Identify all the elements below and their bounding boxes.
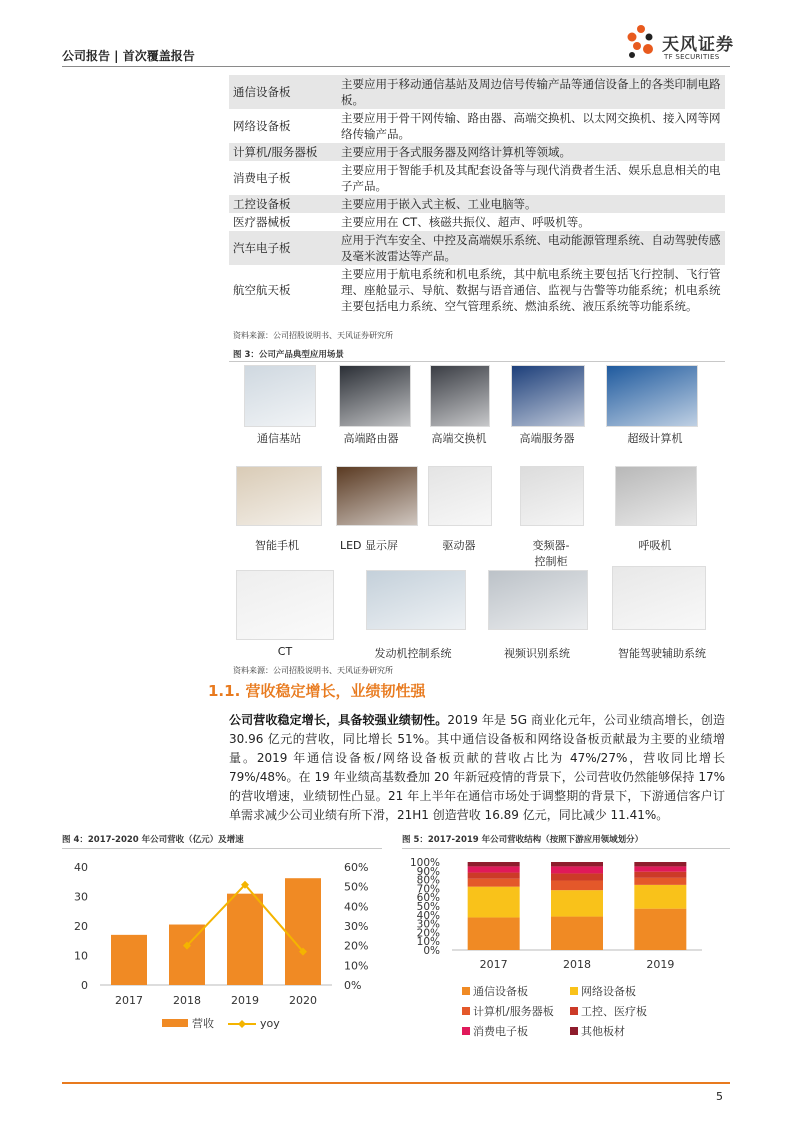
structure-bar-segment xyxy=(551,917,603,950)
section-heading: 1.1. 营收稳定增长，业绩韧性强 xyxy=(208,682,426,700)
photo-caption: 呼吸机 xyxy=(638,539,672,552)
y-left-tick-label: 0 xyxy=(81,979,88,992)
table-cell-description: 主要应用于各式服务器及网络计算机等领域。 xyxy=(337,143,725,161)
structure-bar-segment xyxy=(634,878,686,885)
table-row xyxy=(229,195,725,213)
legend-label: 计算机/服务器板 xyxy=(473,1005,554,1018)
photo-caption: 发动机控制系统 xyxy=(374,647,452,660)
y-tick-label: 10% xyxy=(416,936,440,949)
table-row xyxy=(229,109,725,143)
y-left-tick-label: 20 xyxy=(74,920,88,933)
revenue-chart xyxy=(62,852,382,1047)
y-tick-label: 100% xyxy=(409,857,440,869)
y-tick-label: 80% xyxy=(416,874,440,887)
photo-caption: 变频器- 控制柜 xyxy=(532,539,570,568)
figure4-rule xyxy=(62,848,382,849)
table-row xyxy=(229,213,725,231)
table-cell-description: 主要应用于移动通信基站及周边信号传输产品等通信设备上的各类印制电路板。 xyxy=(337,75,725,109)
photo-caption: 通信基站 xyxy=(257,432,301,445)
revenue-bar xyxy=(111,935,147,985)
brand-name: 天风证券 xyxy=(662,35,734,55)
structure-bar-segment xyxy=(551,873,603,880)
x-tick-label: 2018 xyxy=(173,994,201,1007)
product-photo xyxy=(615,466,697,526)
product-photo xyxy=(428,466,492,526)
legend-swatch xyxy=(462,1007,470,1015)
table-cell-description: 主要应用于智能手机及其配套设备等与现代消费者生活、娱乐息息相关的电子产品。 xyxy=(341,163,721,193)
y-right-tick-label: 60% xyxy=(344,861,369,874)
structure-bar-segment xyxy=(468,887,520,918)
table-cell-description: 应用于汽车安全、中控及高端娱乐系统、电动能源管理系统、自动驾驶传感及毫米波雷达等产品。 xyxy=(337,231,725,265)
x-tick-label: 2018 xyxy=(563,958,591,971)
footer-rule xyxy=(62,1082,730,1084)
legend-swatch xyxy=(462,987,470,995)
header-rule xyxy=(62,66,730,67)
table-row xyxy=(229,161,725,195)
legend-label: 网络设备板 xyxy=(581,985,636,998)
legend-marker-yoy xyxy=(238,1020,246,1028)
logo-mark-icon xyxy=(624,22,660,62)
x-tick-label: 2017 xyxy=(115,994,143,1007)
legend-swatch xyxy=(570,987,578,995)
product-photo xyxy=(520,466,584,526)
photo-caption: 智能驾驶辅助系统 xyxy=(618,647,706,660)
product-photo xyxy=(488,570,588,630)
legend-label-revenue: 营收 xyxy=(192,1017,214,1030)
y-left-tick-label: 10 xyxy=(74,949,88,963)
y-right-tick-label: 0% xyxy=(344,979,362,992)
structure-bar-segment xyxy=(468,862,520,866)
y-left-tick-label: 40 xyxy=(74,861,88,874)
legend-label: 消费电子板 xyxy=(473,1025,528,1038)
x-tick-label: 2019 xyxy=(646,958,675,971)
photo-caption: 高端路由器 xyxy=(343,432,399,445)
table-row xyxy=(229,75,725,109)
y-tick-label: 60% xyxy=(416,892,440,905)
revenue-bar xyxy=(285,878,321,985)
photo-caption: LED 显示屏 xyxy=(339,539,399,552)
structure-bar-segment xyxy=(551,890,603,916)
y-tick-label: 70% xyxy=(416,883,440,896)
y-right-tick-label: 10% xyxy=(344,959,369,973)
structure-bar-segment xyxy=(551,880,603,890)
table-source: 资料来源：公司招股说明书、天风证券研究所 xyxy=(233,331,393,340)
y-tick-label: 90% xyxy=(416,865,440,878)
structure-bar-segment xyxy=(634,866,686,871)
legend-swatch xyxy=(570,1027,578,1035)
product-photo xyxy=(244,365,316,427)
photo-caption: 高端交换机 xyxy=(431,432,487,445)
product-photo xyxy=(430,365,490,427)
y-right-tick-label: 50% xyxy=(344,880,369,894)
table-cell-category: 工控设备板 xyxy=(229,195,337,213)
structure-bar-segment xyxy=(468,879,520,887)
table-cell-description: 主要应用在 CT、核磁共振仪、超声、呼吸机等。 xyxy=(341,215,590,229)
figure5-rule xyxy=(402,848,730,849)
figure3-source: 资料来源：公司招股说明书、天风证券研究所 xyxy=(233,666,393,675)
legend-swatch xyxy=(570,1007,578,1015)
figure5-title: 图 5：2017-2019 年公司营收结构（按照下游应用领域划分） xyxy=(402,835,644,845)
legend-label: 通信设备板 xyxy=(473,985,528,998)
figure3-rule xyxy=(229,361,725,362)
product-photo xyxy=(236,570,334,640)
section-paragraph xyxy=(229,711,725,825)
y-tick-label: 40% xyxy=(416,909,440,922)
legend-swatch xyxy=(462,1027,470,1035)
table-cell-category: 航空航天板 xyxy=(233,283,291,297)
y-left-tick-label: 30 xyxy=(74,890,88,904)
x-tick-label: 2017 xyxy=(479,958,508,971)
y-right-tick-label: 40% xyxy=(344,900,369,914)
table-row xyxy=(229,265,725,315)
brand-name-en: TF SECURITIES xyxy=(664,53,720,61)
table-cell-description: 主要应用于骨干网传输、路由器、高端交换机、以太网交换机、接入网等网络传输产品。 xyxy=(341,111,721,141)
structure-bar-segment xyxy=(551,862,603,866)
revenue-structure-chart xyxy=(402,852,730,1047)
product-photo xyxy=(236,466,322,526)
photo-caption: 高端服务器 xyxy=(519,432,575,445)
legend-label-yoy: yoy xyxy=(260,1017,280,1030)
y-right-tick-label: 30% xyxy=(344,920,369,933)
table-cell-category: 网络设备板 xyxy=(233,119,291,133)
page-number: 5 xyxy=(716,1090,723,1103)
structure-bar-segment xyxy=(551,866,603,873)
structure-bar-segment xyxy=(468,866,520,872)
figure3-title: 图 3：公司产品典型应用场景 xyxy=(233,350,344,360)
structure-bar-segment xyxy=(468,917,520,950)
legend-label: 其他板材 xyxy=(581,1025,625,1038)
product-photo xyxy=(606,365,698,427)
product-photo xyxy=(612,566,706,630)
y-tick-label: 30% xyxy=(416,918,440,931)
photo-caption: 驱动器 xyxy=(442,539,476,552)
structure-bar-segment xyxy=(634,909,686,950)
y-tick-label: 50% xyxy=(416,901,440,913)
product-table xyxy=(229,75,725,315)
photo-caption: CT xyxy=(277,645,293,658)
paragraph-body: 2019 年是 5G 商业化元年，公司业绩高增长，创造 30.96 亿元的营收，同比增长 51%。其中通信设备板和网络设备板贡献最为主要的业绩增量。2019 年通信设备板/网络设备板贡献的营收占比为 47%/27%，营收同比增长 79%/48%。在 19 年业绩高基数叠加 20 年新冠疫情的背景下，公司营收仍然能够保持 17%的营收增速，业绩韧性凸显。21 年上半年在通信市场处于调整期的背景下，下游通信客户订单需求减少公司业绩有所下滑，21H1 创造营收 16.89 亿元，同比减少 11.41%。 xyxy=(229,713,725,822)
paragraph-lead: 公司营收稳定增长，具备较强业绩韧性。 xyxy=(229,713,448,727)
table-cell-description: 主要应用于航电系统和机电系统，其中航电系统主要包括飞行控制、飞行管理、座舱显示、导航、数据与语音通信、监视与告警等功能系统；机电系统主要包括电力系统、空气管理系统、燃油系统、液压系统等功能系统。 xyxy=(341,267,721,313)
revenue-bar xyxy=(227,894,263,985)
table-cell-category: 通信设备板 xyxy=(229,75,337,109)
table-row xyxy=(229,143,725,161)
structure-bar-segment xyxy=(634,862,686,866)
report-type: 公司报告 | 首次覆盖报告 xyxy=(62,49,195,63)
structure-bar-segment xyxy=(634,872,686,878)
table-cell-description: 主要应用于嵌入式主板、工业电脑等。 xyxy=(337,195,725,213)
product-photo xyxy=(366,570,466,630)
table-cell-category: 计算机/服务器板 xyxy=(229,143,337,161)
legend-swatch-revenue xyxy=(162,1019,188,1027)
product-photo xyxy=(511,365,585,427)
photo-caption: 智能手机 xyxy=(255,539,299,552)
product-photo xyxy=(339,365,411,427)
x-tick-label: 2020 xyxy=(289,994,317,1007)
structure-bar-segment xyxy=(634,885,686,909)
brand-logo xyxy=(624,22,734,66)
table-row xyxy=(229,231,725,265)
photo-caption: 视频识别系统 xyxy=(504,647,570,660)
legend-label: 工控、医疗板 xyxy=(581,1005,647,1018)
photo-caption: 超级计算机 xyxy=(627,432,683,445)
y-tick-label: 0% xyxy=(423,945,440,957)
table-cell-category: 汽车电子板 xyxy=(229,231,337,265)
y-tick-label: 20% xyxy=(416,927,440,940)
x-tick-label: 2019 xyxy=(231,994,259,1007)
table-cell-category: 医疗器械板 xyxy=(233,215,291,229)
figure4-title: 图 4：2017-2020 年公司营收（亿元）及增速 xyxy=(62,835,244,845)
y-right-tick-label: 20% xyxy=(344,939,369,953)
product-photo xyxy=(336,466,418,526)
structure-bar-segment xyxy=(468,873,520,879)
table-cell-category: 消费电子板 xyxy=(233,171,291,185)
